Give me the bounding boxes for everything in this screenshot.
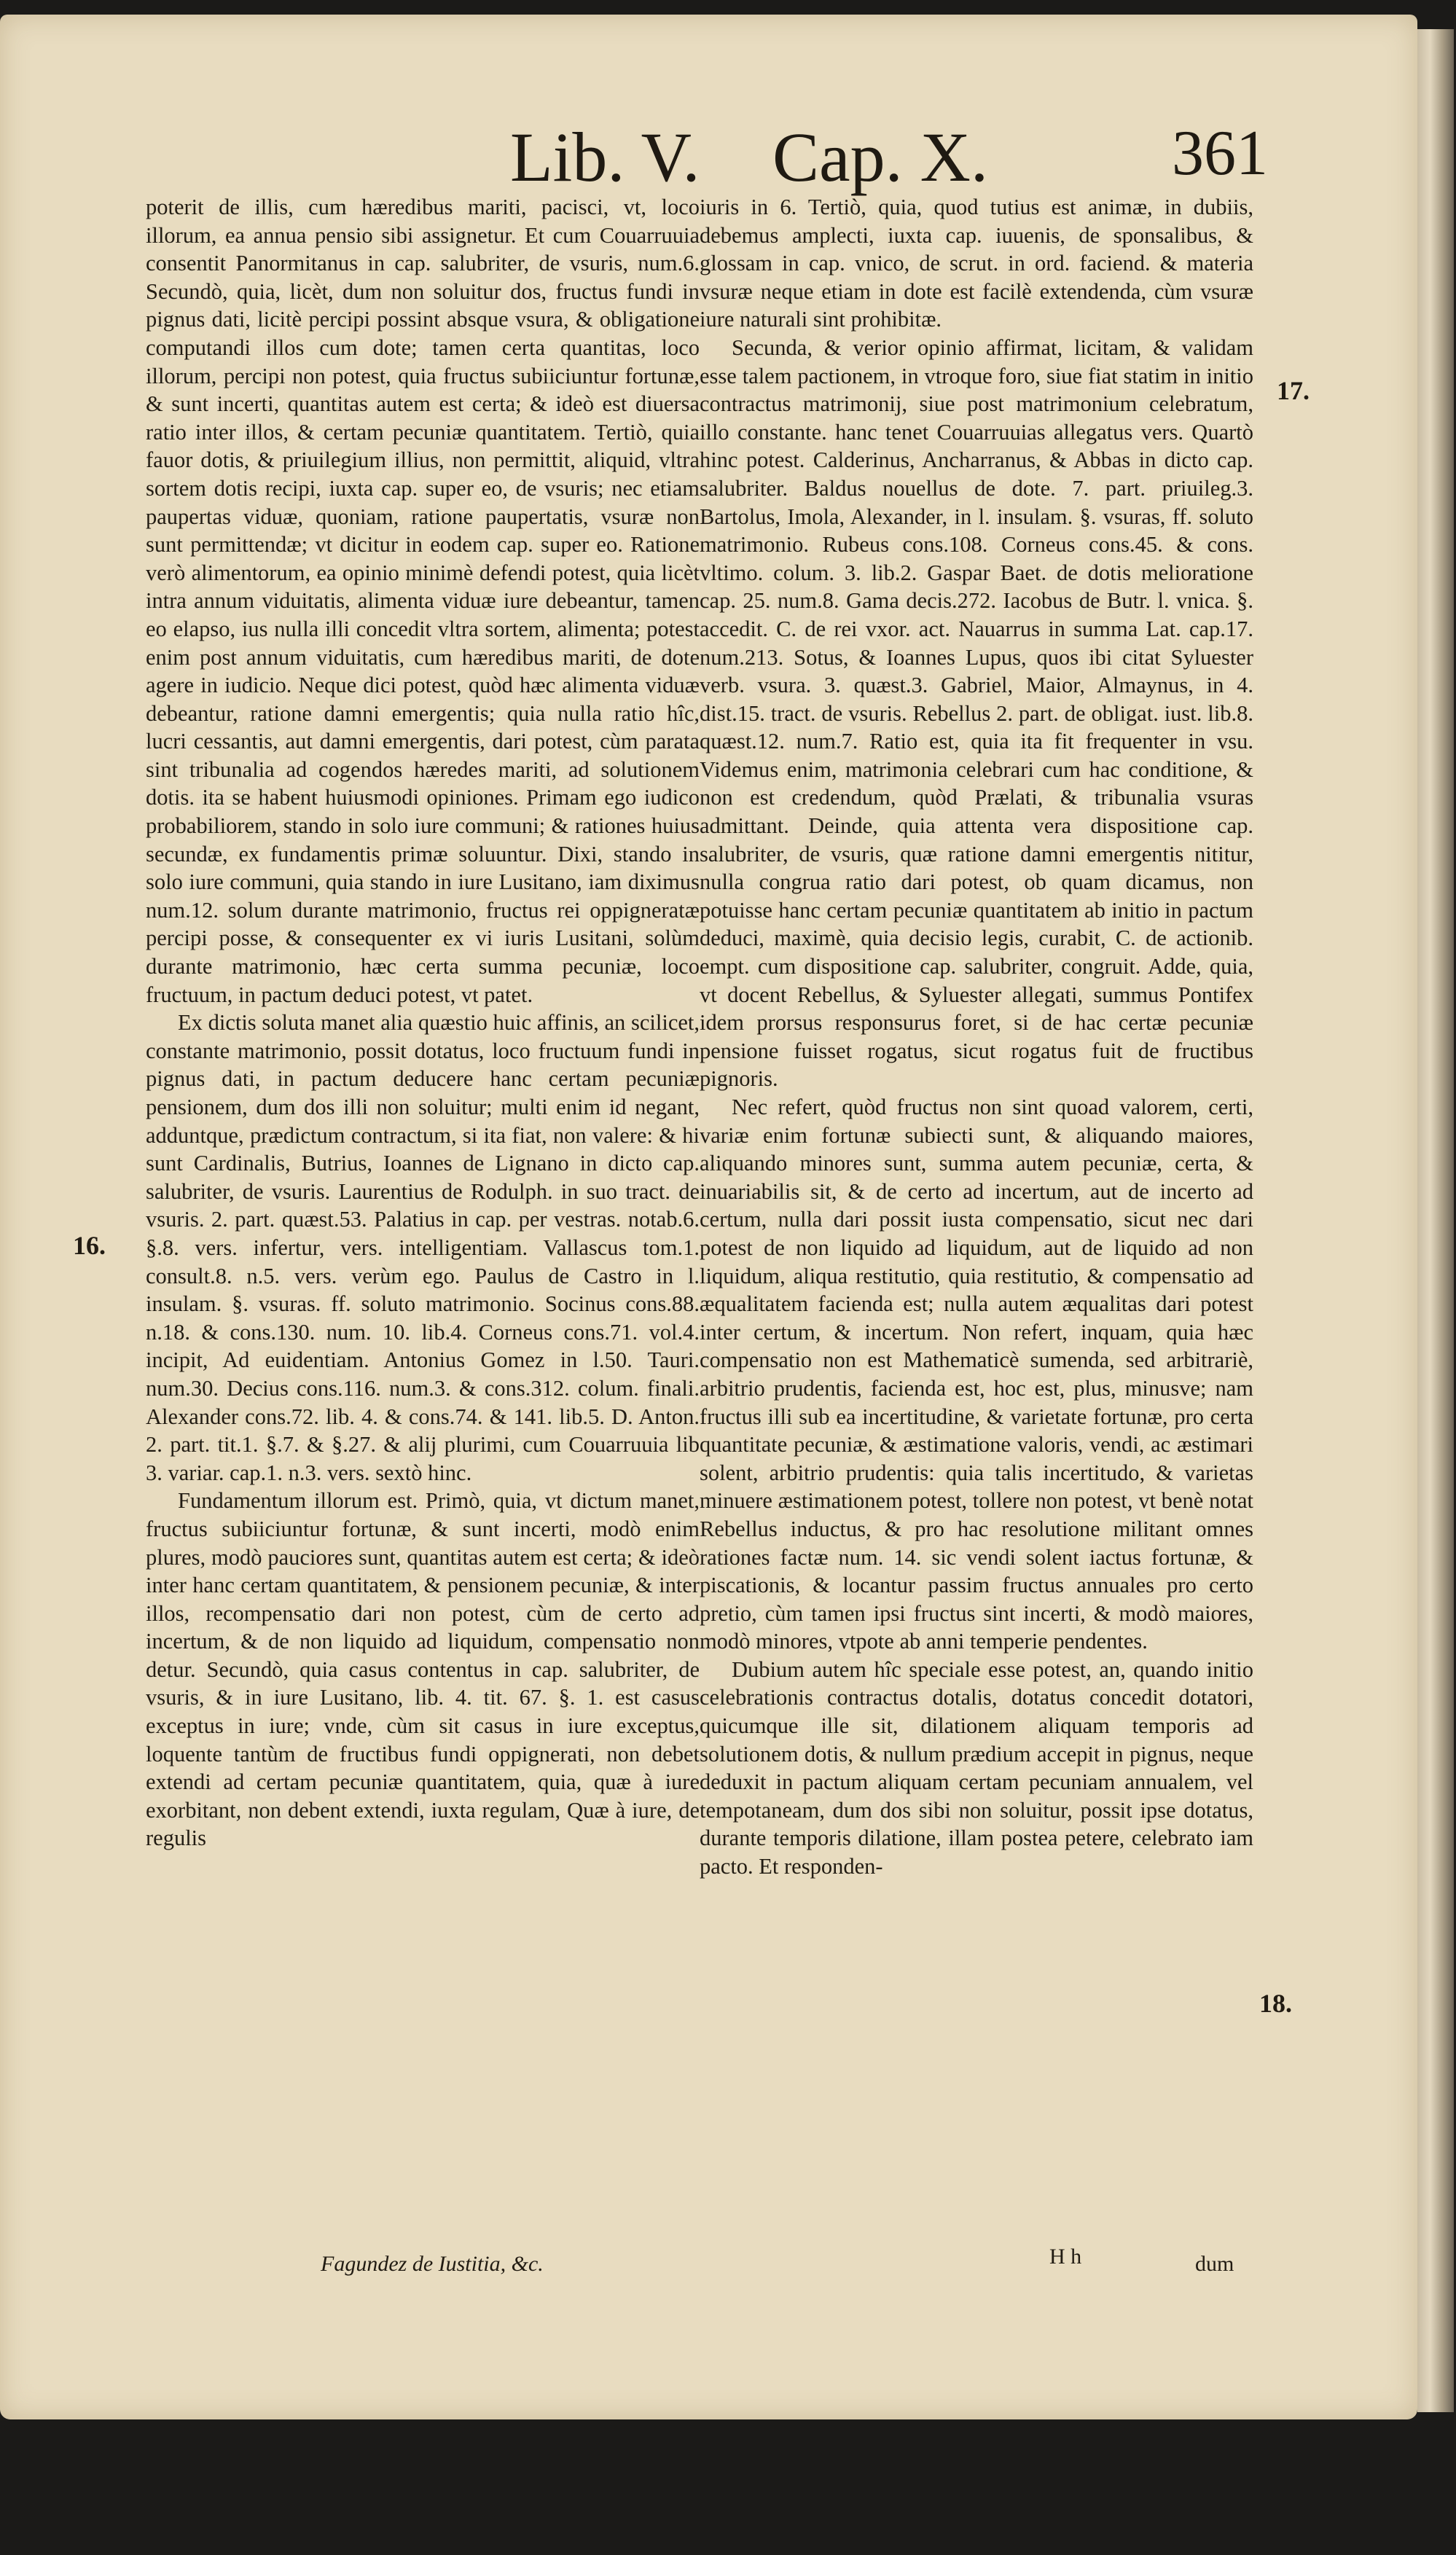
page-edge bbox=[1417, 29, 1454, 2412]
margin-number-16: 16. bbox=[73, 1231, 106, 1260]
chapter-label: Cap. X. bbox=[772, 118, 988, 196]
paragraph: iuris in 6. Tertiò, quia, quod tutius est animæ, in dubiis, debemus amplecti, iuxta cap. iuuenis, de sponsalibus, & glossam in cap. vnico, de scrut. in ord. faciend. & materia vsuræ neque etiam in dote est facilè extendenda, cùm vsuræ iure naturali sint prohibitæ. bbox=[700, 195, 1253, 332]
margin-number-17: 17. bbox=[1277, 376, 1310, 405]
catchword-right: dum bbox=[1195, 2252, 1234, 2276]
running-header bbox=[510, 117, 1268, 197]
paragraph: Fundamentum illorum est. Primò, quia, vt dictum manet, fructus subiiciuntur fortunæ, & sunt incerti, modò enim plures, modò pauciores sunt, quantitas autem est certa; & ideò inter hanc certam quantitatem, & pensionem pecuniæ, & inter illos, recompensatio dari non potest, cùm de certo ad incertum, & de non liquido ad liquidum, compensatio non detur. Secundò, quia casus contentus in cap. salubriter, de vsuris, & in iure Lusitano, lib. 4. tit. 67. §. 1. est casus exceptus in iure; vnde, cùm sit casus in iure exceptus, loquente tantùm de fructibus fundi oppignerati, non debet extendi ad certam pecuniæ quantitatem, quia, quæ à iure exorbitant, non debent extendi, iuxta regulam, Quæ à iure, de regulis bbox=[146, 1488, 700, 1851]
left-column bbox=[146, 193, 700, 1852]
margin-number-18: 18. bbox=[1259, 1989, 1292, 2018]
paragraph: Dubium autem hîc speciale esse potest, an, quando initio celebrationis contractus dotalis, dotatus concedit dotatori, quicumque ille sit, dilationem aliquam temporis ad solutionem dotis, & nullum prædium accepit in pignus, neque deduxit in pactum aliquam certam pecuniam annualem, vel tempotaneam, dum dos sibi non soluitur, possit ipse dotatus, durante temporis dilatione, illam postea petere, celebrato iam pacto. Et responden- bbox=[700, 1656, 1253, 1879]
catchword-left: Fagundez de Iustitia, &c. bbox=[321, 2252, 544, 2276]
right-column bbox=[700, 193, 1253, 1881]
paragraph: Nec refert, quòd fructus non sint quoad valorem, certi, variæ enim fortunæ subiecti sunt, & aliquando maiores, aliquando minores sunt, summa autem pecuniæ, certa, & inuariabilis sit, & de certo ad incertum, aut de incerto ad certum, nulla dari possit iusta compensatio, sicut nec dari potest de non liquido ad liquidum, aut de liquido ad non liquidum, aliqua restitutio, quia restitutio, & compensatio ad æqualitatem facienda est; nulla autem æqualitas dari potest inter certum, & incertum. Non refert, inquam, quia hæc compensatio non est Mathematicè sumenda, sed arbitrariè, arbitrio prudentis, facienda est, hoc est, plus, minusve; nam fructus illi sub ea incertitudine, & varietate fortunæ, pro certa quantitate pecuniæ, & æstimatione valoris, vendi, ac æstimari solent, arbitrio prudentis: quia talis incertitudo, & varietas minuere æstimationem potest, tollere non potest, vt benè notat Rebellus inductus, & pro hac resolutione militant omnes rationes factæ num. 14. sic vendi solent iactus fortunæ, & piscationis, & locantur passim fructus annuales pro certo pretio, cùm tamen ipsi fructus sint incerti, & modò maiores, modò minores, vtpote ab anni temperie pendentes. bbox=[700, 1095, 1253, 1654]
page-number: 361 bbox=[1172, 118, 1268, 189]
paragraph: Ex dictis soluta manet alia quæstio huic affinis, an scilicet, constante matrimonio, possit dotatus, loco fructuum fundi in pignus dati, in pactum deducere hanc certam pecuniæ pensionem, dum dos illi non soluitur; multi enim id negant, adduntque, prædictum contractum, si ita fiat, non valere: & hi sunt Cardinalis, Butrius, Ioannes de Lignano in dicto cap. salubriter, de vsuris. Laurentius de Rodulph. in suo tract. de vsuris. 2. part. quæst.53. Palatius in cap. per vestras. notab.6. §.8. vers. infertur, vers. intelligentiam. Vallascus tom.1. consult.8. n.5. vers. verùm ego. Paulus de Castro in l. insulam. §. vsuras. ff. soluto matrimonio. Socinus cons.88. n.18. & cons.130. num. 10. lib.4. Corneus cons.71. vol.4. incipit, Ad euidentiam. Antonius Gomez in l.50. Tauri. num.30. Decius cons.116. num.3. & cons.312. colum. finali. Alexander cons.72. lib. 4. & cons.74. & 141. lib.5. D. Anton. 2. part. tit.1. §.7. & §.27. & alij plurimi, cum Couarruuia lib 3. variar. cap.1. n.3. vers. sextò hinc. bbox=[146, 1010, 700, 1485]
paragraph: Secunda, & verior opinio affirmat, licitam, & validam esse talem pactionem, in vtroque foro, siue fiat statim in initio contractus matrimonij, siue post matrimonium celebratum, illo constante. hanc tenet Couarruuias allegatus vers. Quartò hinc potest. Calderinus, Ancharranus, & Abbas in dicto cap. salubriter. Baldus nouellus de dote. 7. part. priuileg.3. Bartolus, Imola, Alexander, in l. insulam. §. vsuras, ff. soluto matrimonio. Rubeus cons.108. Corneus cons.45. & cons. vltimo. colum. 3. lib.2. Gaspar Baet. de dotis melioratione cap. 25. num.8. Gama decis.272. Iacobus de Butr. l. vnica. §. accedit. C. de rei vxor. act. Nauarrus in summa Lat. cap.17. num.213. Sotus, & Ioannes Lupus, quos ibi citat Syluester verb. vsura. 3. quæst.3. Gabriel, Maior, Almaynus, in 4. dist.15. tract. de vsuris. Rebellus 2. part. de obligat. iust. lib.8. quæst.12. num.7. Ratio est, quia ita fit frequenter in vsu. Videmus enim, matrimonia celebrari cum hac conditione, & non est credendum, quòd Prælati, & tribunalia vsuras admittant. Deinde, quia attenta vera dispositione cap. salubriter, de vsuris, quæ ratione damni emergentis nititur, nulla congrua ratio dari potest, ob quam dicamus, non potuisse hanc certam pecuniæ quantitatem ab initio in pactum deduci, maximè, quia decisio legis, curabit, C. de actionib. empt. cum dispositione cap. salubriter, congruit. Adde, quia, vt docent Rebellus, & Syluester allegati, summus Pontifex idem prorsus responsurus foret, si de hac certæ pecuniæ pensione fuisset rogatus, sicut rogatus fuit de fructibus pignoris. bbox=[700, 334, 1253, 1092]
paragraph: poterit de illis, cum hæredibus mariti, pacisci, vt, loco illorum, ea annua pensio sibi assignetur. Et cum Couarruuia consentit Panormitanus in cap. salubriter, de vsuris, num.6. Secundò, quia, licèt, dum non soluitur dos, fructus fundi in pignus dati, licitè percipi possint absque vsura, & obligatione computandi illos cum dote; tamen certa quantitas, loco illorum, percipi non potest, quia fructus subiiciuntur fortunæ, & sunt incerti, quantitas autem est certa; & ideò est diuersa ratio inter illos, & certam pecuniæ quantitatem. Tertiò, quia fauor dotis, & priuilegium illius, non permittit, aliquid, vltra sortem dotis recipi, iuxta cap. super eo, de vsuris; nec etiam paupertas viduæ, quoniam, ratione paupertatis, vsuræ non sunt permittendæ; vt dicitur in eodem cap. super eo. Ratione verò alimentorum, ea opinio minimè defendi potest, quia licèt intra annum viduitatis, alimenta viduæ iure debeantur, tamen eo elapso, ius nulla illi concedit vltra sortem, alimenta; potest enim post annum viduitatis, cum hæredibus mariti, de dote agere in iudicio. Neque dici potest, quòd hæc alimenta viduæ debeantur, ratione damni emergentis; quia nulla ratio hîc, lucri cessantis, aut damni emergentis, dari potest, cùm parata sint tribunalia ad cogendos hæredes mariti, ad solutionem dotis. ita se habent huiusmodi opiniones. Primam ego iudico probabiliorem, stando in solo iure communi; & rationes huius secundæ, ex fundamentis primæ soluuntur. Dixi, stando in solo iure communi, quia stando in iure Lusitano, iam diximus num.12. solum durante matrimonio, fructus rei oppigneratæ percipi posse, & consequenter ex vi iuris Lusitani, solùm durante matrimonio, hæc certa summa pecuniæ, loco fructuum, in pactum deduci potest, vt patet. bbox=[146, 195, 700, 1007]
signature-mark: H h bbox=[1049, 2245, 1082, 2269]
book-label: Lib. V. bbox=[510, 118, 700, 196]
